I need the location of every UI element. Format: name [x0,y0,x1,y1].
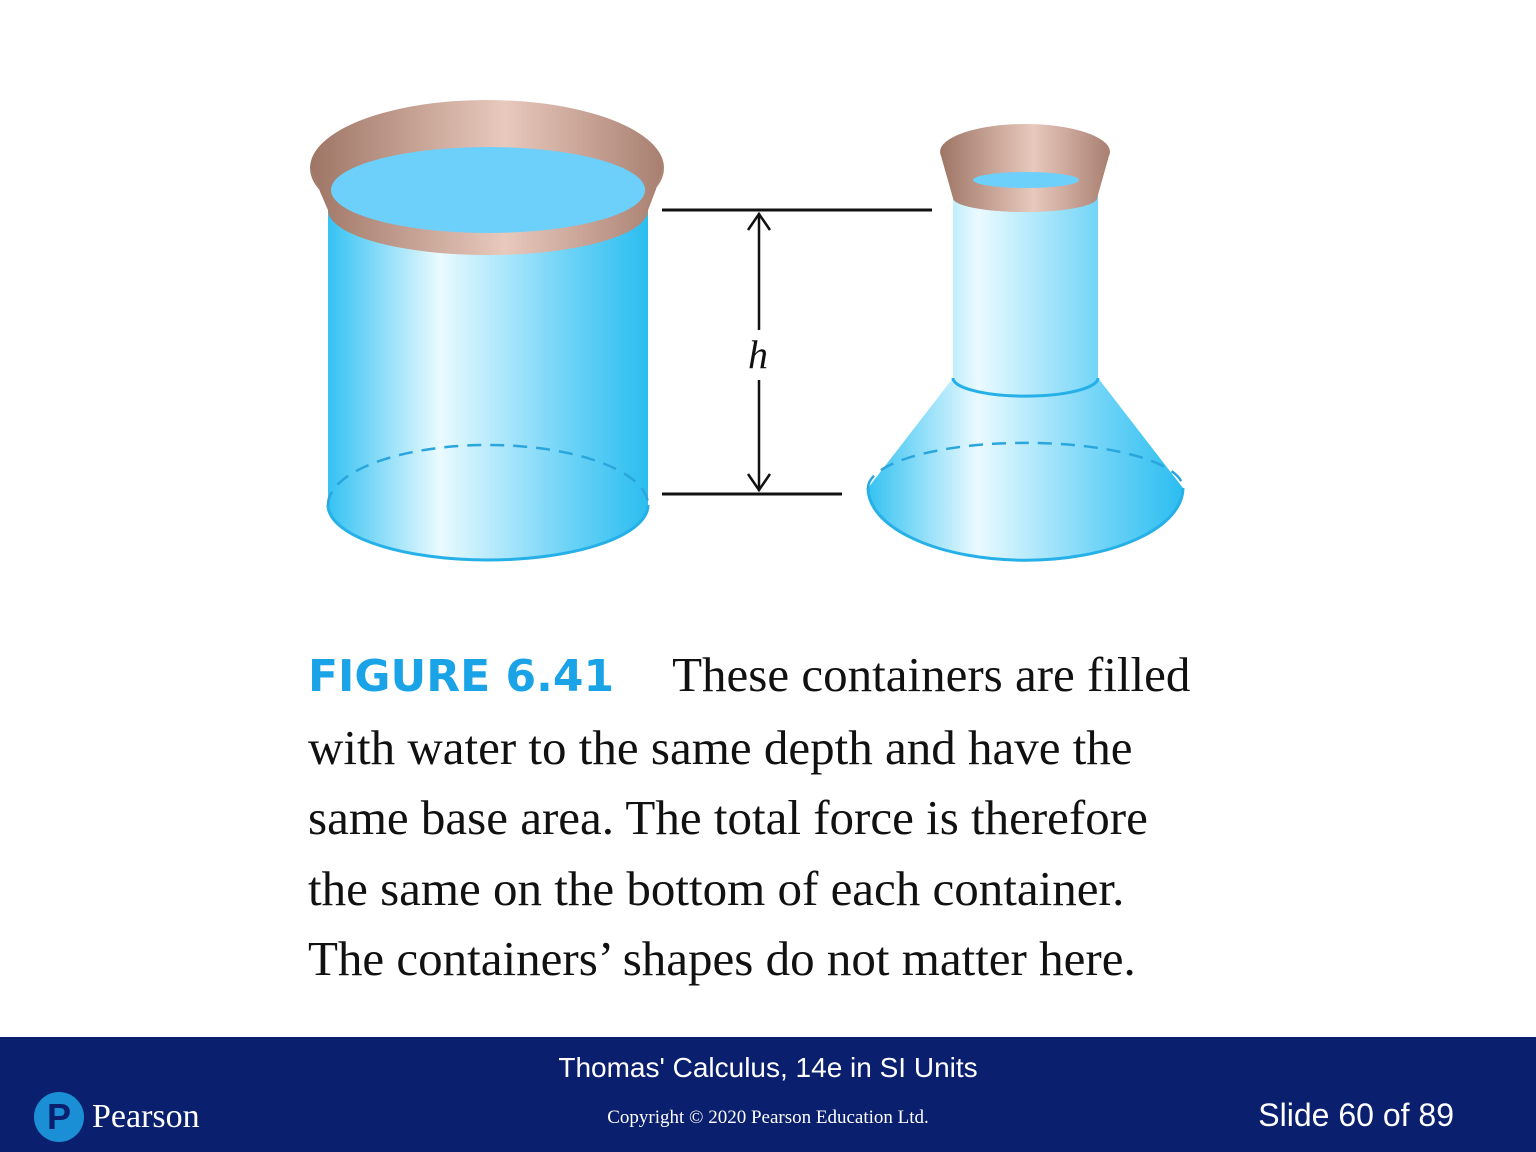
figure-caption [308,640,1268,995]
flask-container [868,124,1183,560]
depth-indicator [662,210,932,494]
height-label: h [748,332,768,377]
caption-line-3: same base area. The total force is therefore [308,790,1148,845]
caption-text-1: These containers are filled [672,647,1191,702]
figure-label: FIGURE 6.41 [308,651,615,702]
slide-footer [0,1037,1536,1152]
caption-line-5: The containers’ shapes do not matter here. [308,931,1136,986]
caption-line-1 [308,640,1268,713]
caption-line-4: the same on the bottom of each container. [308,860,1125,916]
pearson-logo-text: Pearson [92,1098,200,1135]
cylinder-container [310,100,664,560]
slide-counter: Slide 60 of 89 [1258,1097,1454,1133]
caption-line-2: with water to the same depth and have the [308,719,1133,775]
pearson-logo-icon: P [34,1092,84,1142]
book-title: Thomas' Calculus, 14e in SI Units [558,1052,978,1083]
copyright-text: Copyright © 2020 Pearson Education Ltd. [607,1107,929,1128]
